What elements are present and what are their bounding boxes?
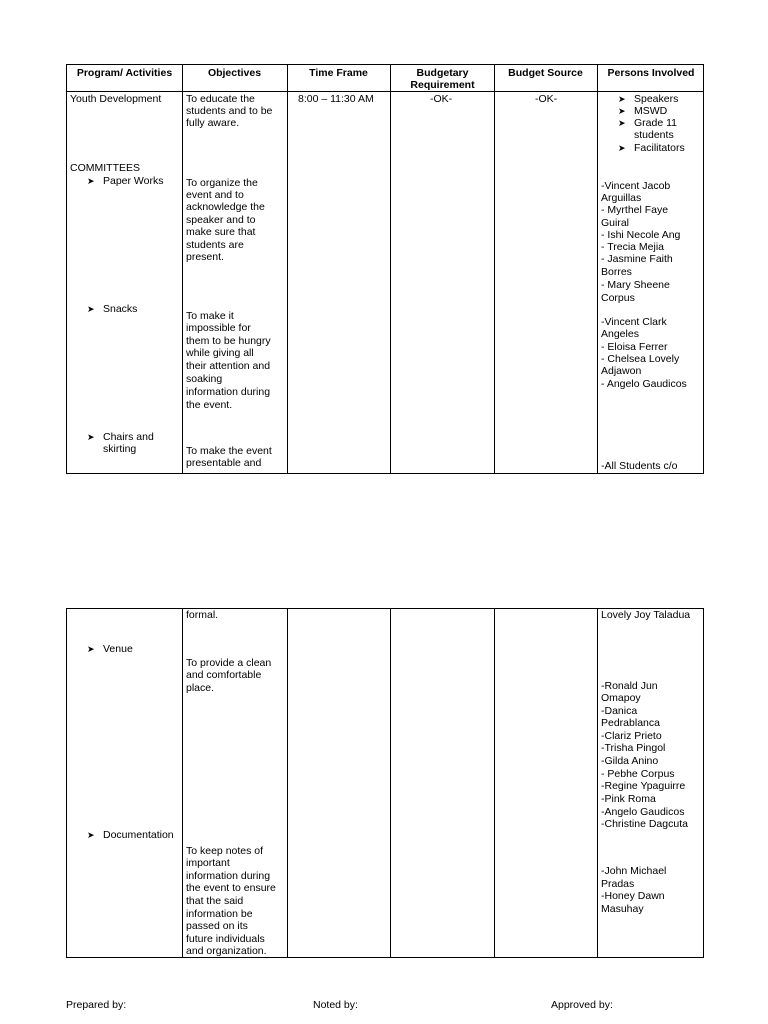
person-item: Grade 11 <box>634 117 677 129</box>
bullet-arrow-icon: ➤ <box>618 94 626 104</box>
person-item: - Eloisa Ferrer <box>601 341 668 353</box>
objective-line: event and to <box>186 189 244 201</box>
committee-paper-works: Paper Works <box>103 175 164 187</box>
objective-line: information during <box>186 386 271 398</box>
person-item: - Trecia Mejia <box>601 241 665 253</box>
header-objectives: Objectives <box>207 67 262 79</box>
header-budget-source: Budget Source <box>508 67 583 79</box>
person-item: Pradas <box>601 878 635 890</box>
person-item: -Danica <box>601 705 638 717</box>
objective-line: them to be hungry <box>186 335 271 347</box>
objective-line: important <box>186 857 230 869</box>
objective-line: acknowledge the <box>186 201 265 213</box>
person-item: - Mary Sheene <box>601 279 670 291</box>
objective-line: the event to ensure <box>186 882 276 894</box>
approved-by-label: Approved by: <box>551 999 613 1011</box>
person-item: -Regine Ypaguirre <box>601 780 686 792</box>
objective-line: To organize the <box>186 177 258 189</box>
objective-line: To keep notes of <box>186 845 264 857</box>
person-item: Adjawon <box>601 365 642 377</box>
person-item: -Angelo Gaudicos <box>601 806 685 818</box>
objective-line: impossible for <box>186 322 251 334</box>
objective-line: future individuals <box>186 933 265 945</box>
person-item: - Angelo Gaudicos <box>601 378 687 390</box>
person-item: Corpus <box>601 292 635 304</box>
person-item: MSWD <box>634 105 668 117</box>
person-item: Guiral <box>601 217 630 229</box>
objective-line: passed on its <box>186 920 248 932</box>
person-item: - Pebhe Corpus <box>601 768 675 780</box>
bullet-arrow-icon: ➤ <box>87 304 95 314</box>
objective-line: and comfortable <box>186 669 262 681</box>
person-item: -John Michael <box>601 865 667 877</box>
person-item: -Christine Dagcuta <box>601 818 688 830</box>
objective-line: To make the event <box>186 445 272 457</box>
objective-line: formal. <box>186 609 219 621</box>
objective-line: information during <box>186 870 271 882</box>
header-persons-involved: Persons Involved <box>607 67 695 79</box>
budget-source: -OK- <box>535 93 558 105</box>
objective-line: fully aware. <box>186 117 240 129</box>
objective-line: presentable and <box>186 457 262 469</box>
person-item: Masuhay <box>601 903 644 915</box>
person-item: -Honey Dawn <box>601 890 665 902</box>
header-program: Program/ Activities <box>76 67 173 79</box>
person-item: Lovely Joy Taladua <box>601 609 691 621</box>
person-item: -Ronald Jun <box>601 680 658 692</box>
bullet-arrow-icon: ➤ <box>618 143 626 153</box>
objective-line: while giving all <box>186 347 254 359</box>
person-item: Facilitators <box>634 142 685 154</box>
person-item: Omapoy <box>601 692 641 704</box>
time-frame: 8:00 – 11:30 AM <box>298 93 374 105</box>
objective-line: speaker and to <box>186 214 256 226</box>
committee-chairs: skirting <box>103 443 137 455</box>
objective-line: that the said <box>186 895 244 907</box>
objective-line: To make it <box>186 310 234 322</box>
person-item: Angeles <box>601 328 639 340</box>
person-item: -Vincent Clark <box>601 316 667 328</box>
bullet-arrow-icon: ➤ <box>618 118 626 128</box>
bullet-arrow-icon: ➤ <box>87 830 95 840</box>
objective-line: make sure that <box>186 226 256 238</box>
person-item: - Chelsea Lovely <box>601 353 680 365</box>
objective-line: To provide a clean <box>186 657 272 669</box>
objective-line: students are <box>186 239 244 251</box>
person-item: -Trisha Pingol <box>601 742 666 754</box>
objective-line: the event. <box>186 399 233 411</box>
committee-chairs: Chairs and <box>103 431 154 443</box>
person-item: - Myrthel Faye <box>601 204 669 216</box>
committee-documentation: Documentation <box>103 829 174 841</box>
committee-venue: Venue <box>103 643 133 655</box>
person-item: - Jasmine Faith <box>601 253 673 265</box>
person-item: -Clariz Prieto <box>601 730 662 742</box>
bullet-arrow-icon: ➤ <box>87 432 95 442</box>
objective-line: soaking <box>186 373 223 385</box>
bullet-arrow-icon: ➤ <box>618 106 626 116</box>
bullet-arrow-icon: ➤ <box>87 644 95 654</box>
person-item: Speakers <box>634 93 679 105</box>
person-item: Borres <box>601 266 632 278</box>
prepared-by-label: Prepared by: <box>66 999 127 1011</box>
committees-label: COMMITTEES <box>70 162 140 174</box>
committee-snacks: Snacks <box>103 303 138 315</box>
person-item: Pedrablanca <box>601 717 660 729</box>
person-item: -Gilda Anino <box>601 755 659 767</box>
program-name: Youth Development <box>70 93 162 105</box>
person-item: Arguillas <box>601 192 642 204</box>
person-item: - Ishi Necole Ang <box>601 229 681 241</box>
noted-by-label: Noted by: <box>313 999 358 1011</box>
person-item: -All Students c/o <box>601 460 678 472</box>
objective-line: present. <box>186 251 224 263</box>
person-item: -Pink Roma <box>601 793 656 805</box>
objective-line: information be <box>186 908 253 920</box>
objective-line: and organization. <box>186 945 267 957</box>
objective-line: place. <box>186 682 215 694</box>
header-time-frame: Time Frame <box>309 67 368 79</box>
person-item: students <box>634 129 674 141</box>
objective-line: To educate the <box>186 93 255 105</box>
budget-requirement: -OK- <box>430 93 453 105</box>
objective-line: students and to be <box>186 105 273 117</box>
header-budgetary-requirement: Budgetary Requirement <box>410 67 475 91</box>
bullet-arrow-icon: ➤ <box>87 176 95 186</box>
objective-line: their attention and <box>186 360 271 372</box>
person-item: -Vincent Jacob <box>601 180 671 192</box>
